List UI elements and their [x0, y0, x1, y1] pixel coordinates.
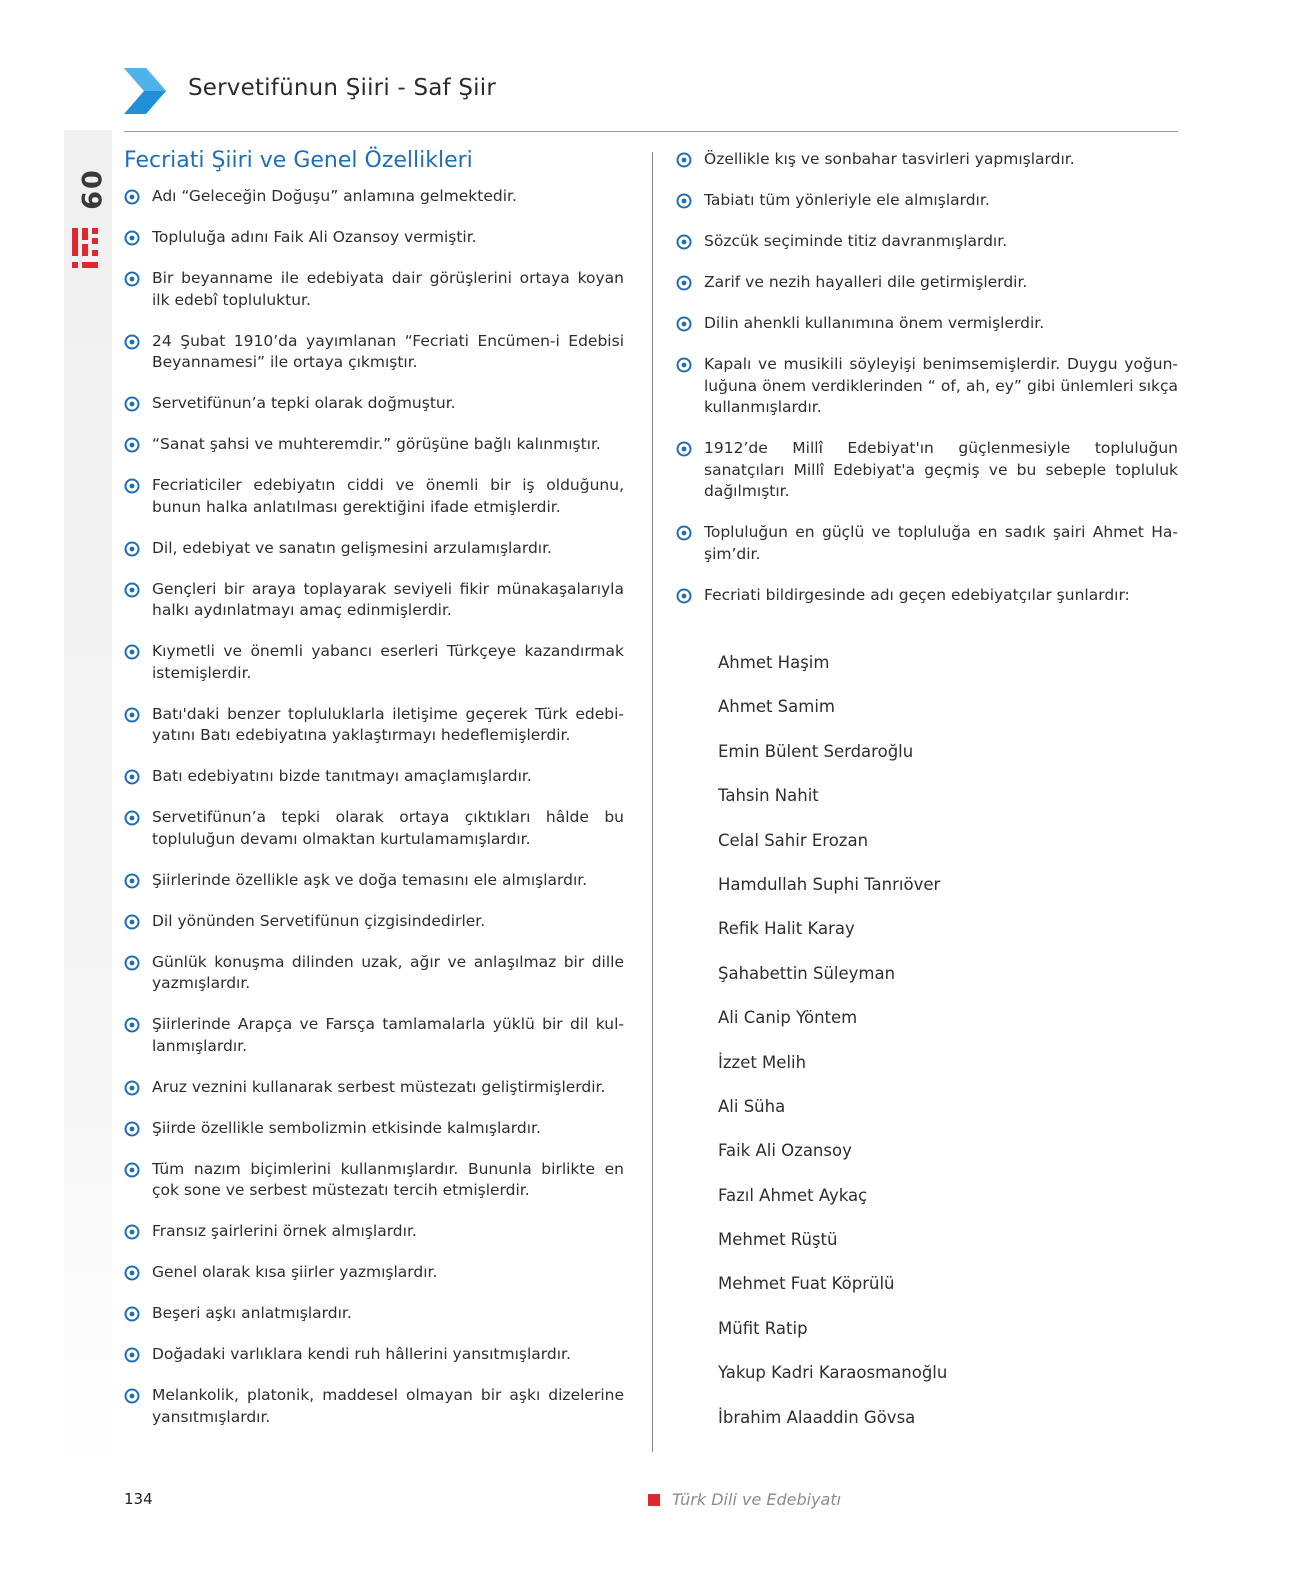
list-item-text: Zarif ve nezih hayalleri dile getirmişlerdir. [704, 273, 1028, 291]
list-item-text: Genel olarak kısa şiirler yazmışlardır. [152, 1263, 438, 1281]
list-item-text: Beşeri aşkı anlatmışlardır. [152, 1304, 352, 1322]
author-name: Fazıl Ahmet Aykaç [718, 1185, 868, 1205]
list-item [676, 231, 1178, 253]
fasikul-badge [72, 150, 108, 260]
list-item-text: Servetifünun’a tepki olarak doğmuştur. [152, 394, 456, 412]
target-bullet-icon [676, 525, 692, 541]
list-item [124, 227, 624, 249]
list-item-text: Fransız şairlerini örnek almışlardır. [152, 1222, 417, 1240]
list-item [124, 1385, 624, 1428]
list-item-text: Dilin ahenkli kullanımına önem vermişlerdir. [704, 314, 1045, 332]
author-name: Refik Halit Karay [718, 919, 855, 939]
list-item-text: Dil yönünden Servetifünun çizgisindedirler. [152, 911, 486, 930]
list-item-text: Servetifünun’a tepki olarak ortaya çıktıkları hâlde bu topluluğun devamı olmaktan kurtulamamışlardır. [152, 808, 624, 848]
author-name: Celal Sahir Erozan [718, 830, 869, 850]
target-bullet-icon [676, 234, 692, 250]
side-strip [64, 130, 112, 1470]
list-item [124, 268, 624, 311]
author-name: Ali Canip Yöntem [718, 1008, 858, 1028]
list-item [124, 538, 624, 560]
author-name: Faik Ali Ozansoy [718, 1141, 852, 1161]
list-item-text: 1912’de Millî Edebiyat'ın güçlenmesiyle topluluğun sanatçıları Millî Edebiyat'a geçmiş ve bu sebeple topluluk dağılmıştır. [704, 439, 1178, 500]
footer-square-icon [648, 1494, 660, 1506]
fasikul-mark-icon [72, 228, 102, 278]
author-name: Şahabettin Süleyman [718, 963, 896, 983]
target-bullet-icon [124, 478, 140, 494]
list-item-text: 24 Şubat 1910’da yayımlanan “Fecriati Encümen-i Edebisi Beyannamesi” ile ortaya çıkmıştır. [152, 331, 624, 371]
list-item [124, 807, 624, 850]
target-bullet-icon [676, 588, 692, 604]
author-name: Mehmet Rüştü [718, 1230, 838, 1250]
list-item [124, 952, 624, 995]
list-item [124, 434, 624, 456]
target-bullet-icon [124, 1162, 140, 1178]
list-item [124, 1014, 624, 1057]
list-item-text: Batı edebiyatını bizde tanıtmayı amaçlamışlardır. [152, 767, 532, 785]
target-bullet-icon [124, 1388, 140, 1404]
list-item [124, 1262, 624, 1284]
list-item-text: Tüm nazım biçimlerini kullanmışlardır. Bununla birlikte en çok sone ve serbest müstezatı tercih etmişlerdir. [152, 1159, 624, 1199]
list-item [124, 1221, 624, 1243]
page-title: Servetifünun Şiiri - Saf Şiir [188, 75, 496, 101]
target-bullet-icon [124, 189, 140, 205]
list-item-text: Fecriati bildirgesinde adı geçen edebiyatçılar şunlardır: [704, 585, 1130, 604]
list-item [676, 313, 1178, 335]
header-divider [124, 131, 1178, 132]
target-bullet-icon [124, 334, 140, 350]
list-item-text: Doğadaki varlıklara kendi ruh hâllerini yansıtmışlardır. [152, 1345, 571, 1363]
list-item-text: “Sanat şahsi ve muhteremdir.” görüşüne bağlı kalınmıştır. [152, 435, 601, 453]
list-item [676, 585, 1178, 607]
target-bullet-icon [124, 1017, 140, 1033]
target-bullet-icon [124, 1080, 140, 1096]
list-item-text: Şiirde özellikle sembolizmin etkisinde kalmışlardır. [152, 1118, 541, 1137]
list-item [124, 1344, 624, 1366]
page-number: 134 [124, 1490, 153, 1508]
list-item-text: Topluluğa adını Faik Ali Ozansoy vermiştir. [152, 228, 477, 246]
target-bullet-icon [124, 644, 140, 660]
author-name: İbrahim Alaaddin Gövsa [718, 1407, 916, 1427]
target-bullet-icon [676, 193, 692, 209]
target-bullet-icon [676, 357, 692, 373]
list-item [124, 1077, 624, 1099]
list-item [124, 870, 624, 892]
target-bullet-icon [124, 1265, 140, 1281]
list-item-text: Kıymetli ve önemli yabancı eserleri Türkçeye kazandırmak istemişlerdir. [152, 642, 624, 682]
target-bullet-icon [124, 271, 140, 287]
chevron-right-icon [124, 68, 166, 114]
target-bullet-icon [124, 1306, 140, 1322]
list-item [676, 438, 1178, 503]
target-bullet-icon [124, 541, 140, 557]
list-item-text: Şiirlerinde özellikle aşk ve doğa temasını ele almışlardır. [152, 870, 588, 889]
list-item [124, 579, 624, 622]
author-name: Yakup Kadri Karaosmanoğlu [718, 1363, 948, 1383]
target-bullet-icon [124, 230, 140, 246]
list-item [124, 186, 624, 208]
list-item [676, 190, 1178, 212]
target-bullet-icon [124, 873, 140, 889]
target-bullet-icon [124, 1224, 140, 1240]
target-bullet-icon [124, 396, 140, 412]
target-bullet-icon [124, 955, 140, 971]
list-item-text: Dil, edebiyat ve sanatın gelişmesini arzulamışlardır. [152, 538, 552, 557]
list-item [676, 149, 1178, 171]
target-bullet-icon [124, 1121, 140, 1137]
book-title: Türk Dili ve Edebiyatı [672, 1490, 842, 1509]
column-divider [652, 152, 653, 1452]
target-bullet-icon [676, 152, 692, 168]
list-item-text: Topluluğun en güçlü ve topluluğa en sadık şairi Ahmet Haşim’dir. [704, 523, 1178, 563]
right-feature-list [676, 149, 1178, 626]
target-bullet-icon [124, 769, 140, 785]
author-name: Mehmet Fuat Köprülü [718, 1274, 895, 1294]
list-item-text: Şiirlerinde Arapça ve Farsça tamlamalarla yüklü bir dil kullanmışlardır. [152, 1015, 624, 1055]
list-item-text: Aruz veznini kullanarak serbest müstezatı geliştirmişlerdir. [152, 1077, 606, 1096]
list-item-text: Tabiatı tüm yönleriyle ele almışlardır. [704, 191, 990, 209]
list-item-text: Sözcük seçiminde titiz davranmışlardır. [704, 232, 1008, 250]
target-bullet-icon [124, 582, 140, 598]
left-feature-list [124, 186, 624, 1448]
list-item [124, 331, 624, 374]
author-name: Tahsin Nahit [718, 786, 819, 806]
target-bullet-icon [676, 316, 692, 332]
target-bullet-icon [676, 275, 692, 291]
list-item-text: Bir beyanname ile edebiyata dair görüşlerini ortaya koyan ilk edebî topluluktur. [152, 269, 624, 309]
list-item [124, 704, 624, 747]
list-item [676, 522, 1178, 565]
list-item-text: Melankolik, platonik, maddesel olmayan bir aşkı dizelerine yansıtmışlardır. [152, 1386, 624, 1426]
author-name: Hamdullah Suphi Tanrıöver [718, 874, 941, 894]
list-item [124, 393, 624, 415]
list-item-text: Özellikle kış ve sonbahar tasvirleri yapmışlardır. [704, 150, 1075, 168]
target-bullet-icon [124, 914, 140, 930]
author-name: Ahmet Samim [718, 697, 835, 717]
list-item [124, 475, 624, 518]
target-bullet-icon [124, 437, 140, 453]
list-item-text: Fecriaticiler edebiyatın ciddi ve önemli bir iş olduğunu, bunun halka anlatılması gerektiğini ifade etmişlerdir. [152, 476, 624, 516]
target-bullet-icon [124, 707, 140, 723]
list-item [124, 911, 624, 933]
list-item [124, 1118, 624, 1140]
target-bullet-icon [676, 441, 692, 457]
author-name: Müfit Ratip [718, 1318, 808, 1338]
list-item-text: Kapalı ve musikili söyleyişi benimsemişlerdir. Duygu yoğunluğuna önem verdiklerinden “ of, ah, ey” gibi ünlemleri sıkça kullanmışlardır. [704, 355, 1178, 416]
list-item-text: Gençleri bir araya toplayarak seviyeli fikir münakaşalarıyla halkı aydınlatmayı amaç edinmişlerdir. [152, 579, 624, 619]
list-item [676, 272, 1178, 294]
author-names-list [718, 652, 947, 1451]
list-item [124, 1159, 624, 1202]
list-item [124, 641, 624, 684]
list-item-text: Batı'daki benzer topluluklarla iletişime geçerek Türk edebiyatını Batı edebiyatına yaklaştırmayı hedeflemişlerdir. [152, 704, 624, 744]
author-name: Ahmet Haşim [718, 653, 830, 672]
list-item [124, 1303, 624, 1325]
fasikul-number: 09 [75, 170, 106, 212]
author-name: Emin Bülent Serdaroğlu [718, 741, 914, 761]
section-title: Fecriati Şiiri ve Genel Özellikleri [124, 148, 473, 173]
list-item-text: Günlük konuşma dilinden uzak, ağır ve anlaşılmaz bir dille yazmışlardır. [152, 952, 624, 992]
author-name: İzzet Melih [718, 1052, 807, 1072]
author-name: Ali Süha [718, 1096, 786, 1116]
list-item [676, 354, 1178, 419]
target-bullet-icon [124, 1347, 140, 1363]
target-bullet-icon [124, 810, 140, 826]
list-item [124, 766, 624, 788]
list-item-text: Adı “Geleceğin Doğuşu” anlamına gelmektedir. [152, 187, 517, 205]
